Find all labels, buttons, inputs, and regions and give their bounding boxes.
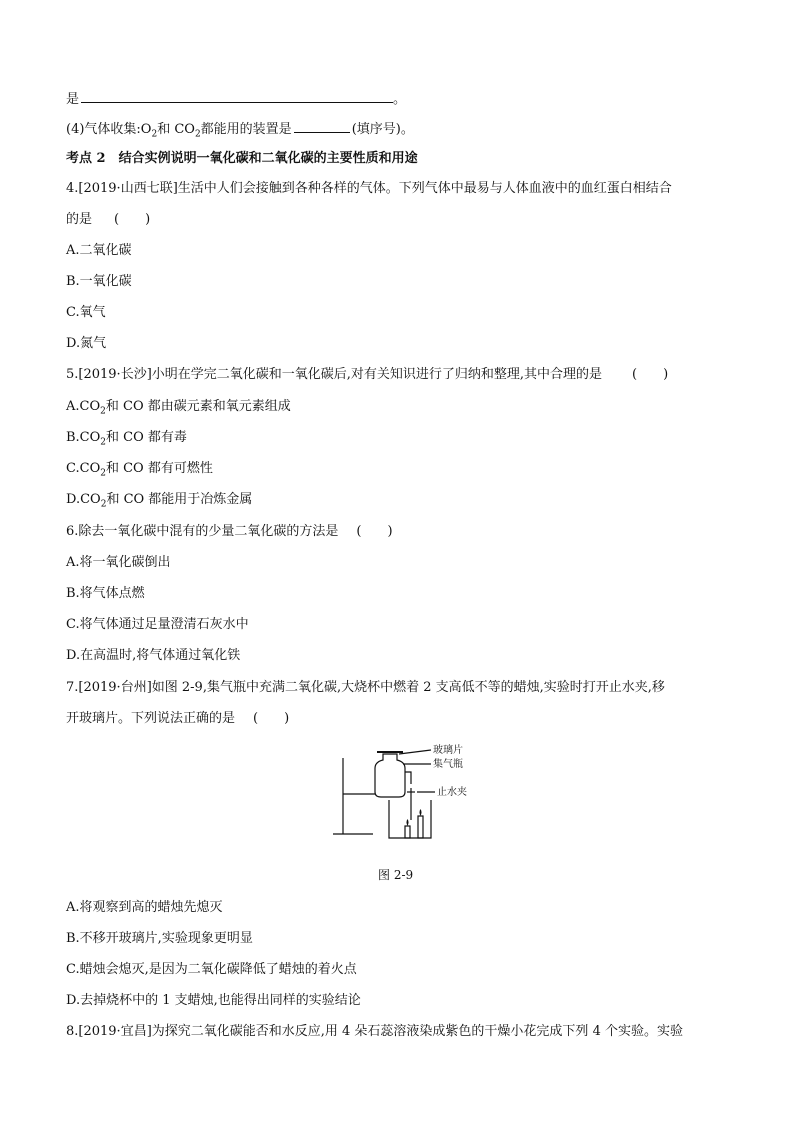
- co2-subscript: 2: [100, 499, 107, 510]
- q6-stem-line: [66, 523, 393, 541]
- q3-sub4-blank[interactable]: [294, 118, 350, 133]
- short-candle: [405, 826, 410, 838]
- q6-option-d[interactable]: D.在高温时,将气体通过氧化铁: [66, 648, 241, 663]
- q5-opt-b-post: 和 CO 都有毒: [106, 430, 187, 445]
- q4-option-a[interactable]: A.二氧化碳: [66, 243, 132, 258]
- q5-option-d[interactable]: [66, 491, 252, 514]
- q4-stem2: 的是: [66, 212, 93, 227]
- q3-answer-line: [66, 88, 406, 109]
- q7-stem-line2: [66, 710, 289, 728]
- figure-caption: 图 2-9: [378, 868, 414, 882]
- gas-bottle: [375, 754, 405, 797]
- q6-option-b[interactable]: B.将气体点燃: [66, 586, 145, 601]
- q3-prefix: 是: [66, 92, 80, 107]
- q5-opt-a-pre: A.CO: [66, 399, 101, 414]
- apparatus-figure: [325, 742, 505, 842]
- section-heading: 考点 2 结合实例说明一氧化碳和二氧化碳的主要性质和用途: [66, 151, 418, 166]
- flame-short: [407, 819, 409, 826]
- side-tube: [405, 772, 411, 784]
- q5-opt-b-pre: B.CO: [66, 430, 101, 445]
- q5-opt-c-post: 和 CO 都有可燃性: [105, 461, 213, 476]
- q7-option-c[interactable]: C.蜡烛会熄灭,是因为二氧化碳降低了蜡烛的着火点: [66, 962, 357, 977]
- label-glass-plate: 玻璃片: [433, 745, 463, 756]
- q5-opt-d-post: 和 CO 都能用于冶炼金属: [106, 492, 253, 507]
- q5-option-a[interactable]: [66, 398, 291, 421]
- q3-sub4-mid: 和 CO: [157, 122, 195, 137]
- co2-subscript: 2: [100, 406, 106, 417]
- q7-option-d[interactable]: D.去掉烧杯中的 1 支蜡烛,也能得出同样的实验结论: [66, 993, 361, 1008]
- q4-option-d[interactable]: D.氮气: [66, 336, 107, 351]
- q7-stem2: 开玻璃片。下列说法正确的是: [66, 711, 236, 726]
- q3-end: 。: [393, 92, 407, 107]
- q3-sub4-end: (填序号)。: [351, 122, 414, 137]
- q4-stem-line1: 4.[2019·山西七联]生活中人们会接触到各种各样的气体。下列气体中最易与人体血液中的血红蛋白相结合: [66, 181, 672, 196]
- q7-stem-line1: 7.[2019·台州]如图 2-9,集气瓶中充满二氧化碳,大烧杯中燃着 2 支高低不等的蜡烛,实验时打开止水夹,移: [66, 680, 665, 695]
- co2-subscript: 2: [100, 468, 106, 479]
- label-gas-bottle: 集气瓶: [433, 759, 463, 770]
- tall-candle: [418, 816, 423, 838]
- q3-answer-blank[interactable]: [81, 88, 393, 103]
- q5-stem-line: [66, 366, 668, 384]
- q7-answer-paren[interactable]: ( ): [253, 711, 290, 726]
- q5-option-c[interactable]: [66, 460, 213, 483]
- q8-stem-line: 8.[2019·宜昌]为探究二氧化碳能否和水反应,用 4 朵石蕊溶液染成紫色的干燥小花完成下列 4 个实验。实验: [66, 1024, 683, 1039]
- q5-opt-a-post: 和 CO 都由碳元素和氧元素组成: [105, 399, 291, 414]
- q5-stem: 5.[2019·长沙]小明在学完二氧化碳和一氧化碳后,对有关知识进行了归纳和整理,其中合理的是: [66, 367, 603, 382]
- q4-option-b[interactable]: B.一氧化碳: [66, 274, 132, 289]
- co2-subscript: 2: [100, 437, 107, 448]
- q6-answer-paren[interactable]: ( ): [356, 524, 393, 539]
- co2-subscript: 2: [194, 129, 201, 140]
- q6-stem: 6.除去一氧化碳中混有的少量二氧化碳的方法是: [66, 524, 339, 539]
- q6-option-a[interactable]: A.将一氧化碳倒出: [66, 555, 171, 570]
- label-water-clamp: 止水夹: [437, 787, 467, 798]
- q3-sub4: [66, 118, 414, 144]
- q4-stem-line2: [66, 211, 150, 229]
- q7-option-b[interactable]: B.不移开玻璃片,实验现象更明显: [66, 931, 253, 946]
- q3-sub4-post: 都能用的装置是: [200, 122, 292, 137]
- q5-option-b[interactable]: [66, 429, 187, 452]
- q4-option-c[interactable]: C.氧气: [66, 305, 106, 320]
- q5-opt-c-pre: C.CO: [66, 461, 101, 476]
- q5-opt-d-pre: D.CO: [66, 492, 101, 507]
- q3-sub4-pre: (4)气体收集:O: [66, 122, 152, 137]
- q5-answer-paren[interactable]: ( ): [632, 367, 669, 382]
- o2-subscript: 2: [151, 129, 158, 140]
- flame-tall: [420, 809, 422, 816]
- q4-answer-paren[interactable]: ( ): [114, 212, 151, 227]
- pointer-glass: [399, 750, 431, 754]
- q6-option-c[interactable]: C.将气体通过足量澄清石灰水中: [66, 617, 249, 632]
- q7-option-a[interactable]: A.将观察到高的蜡烛先熄灭: [66, 900, 223, 915]
